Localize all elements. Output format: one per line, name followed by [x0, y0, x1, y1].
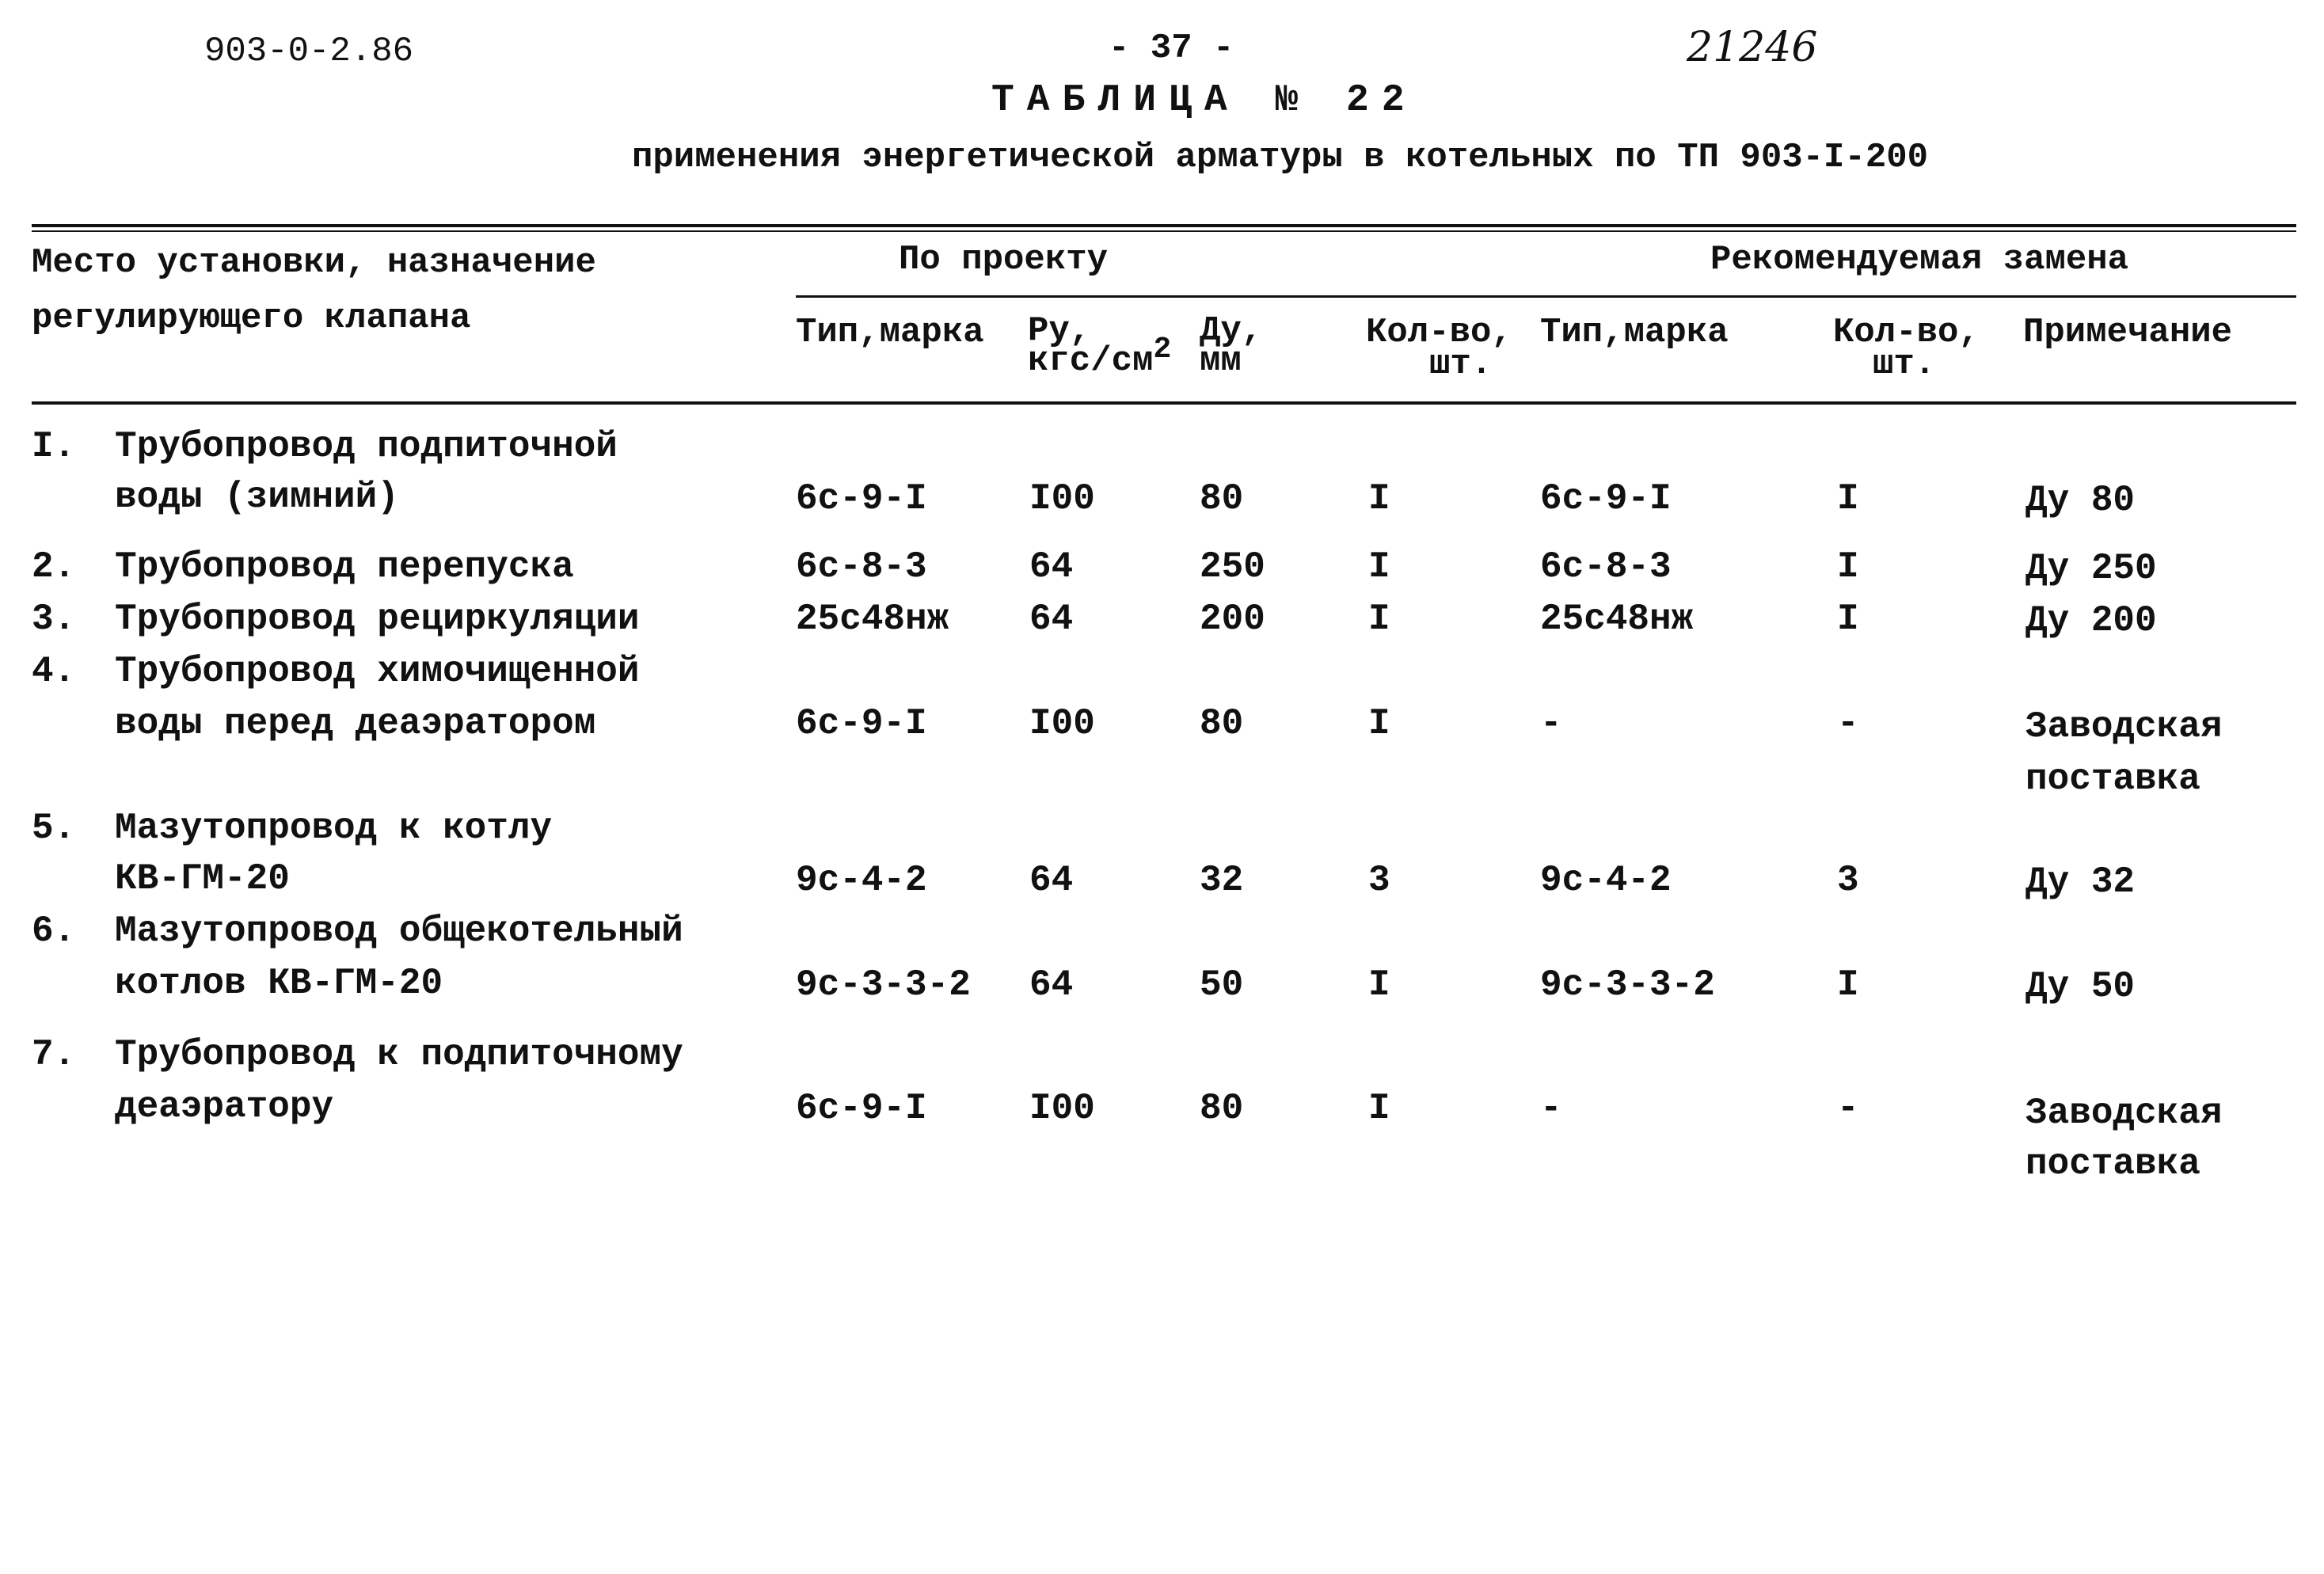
row-qty: I — [1368, 599, 1390, 640]
row-number: 3. — [32, 599, 76, 640]
row-replacement-qty: - — [1837, 703, 1859, 744]
row-note-line2: поставка — [2025, 758, 2200, 800]
header-type-mark: Тип,марка — [796, 313, 984, 352]
row-type: 25с48нж — [796, 599, 949, 640]
row-dy: 80 — [1200, 1088, 1244, 1129]
row-replacement-type: - — [1540, 703, 1562, 744]
row-number: 5. — [32, 808, 76, 849]
row-type: 6с-9-I — [796, 703, 927, 744]
row-py: I00 — [1029, 1088, 1095, 1129]
row-note-line2: поставка — [2025, 1143, 2200, 1184]
row-qty: I — [1368, 703, 1390, 744]
row-replacement-type: 25с48нж — [1540, 599, 1694, 640]
row-dy: 32 — [1200, 860, 1244, 901]
row-py: 64 — [1029, 964, 1074, 1006]
row-number: 7. — [32, 1034, 76, 1075]
row-place-line2: воды (зимний) — [115, 477, 399, 518]
table-subtitle: применения энергетической арматуры в котельных по ТП 903-I-200 — [632, 138, 1929, 177]
header-bottom-rule — [32, 401, 2296, 405]
row-note-line1: Заводская — [2025, 1093, 2223, 1134]
table-top-rule-thin — [32, 230, 2296, 232]
row-type: 6с-9-I — [796, 1088, 927, 1129]
row-replacement-qty: I — [1837, 478, 1859, 519]
row-type: 9с-4-2 — [796, 860, 927, 901]
row-qty: I — [1368, 964, 1390, 1006]
row-place-line1: Трубопровод подпиточной — [115, 426, 618, 467]
row-py: I00 — [1029, 703, 1095, 744]
row-place-line1: Трубопровод перепуска — [115, 546, 574, 587]
row-replacement-type: 9с-3-3-2 — [1540, 964, 1715, 1006]
row-place-line2: котлов КВ-ГМ-20 — [115, 963, 443, 1004]
header-place-line2: регулирующего клапана — [32, 298, 471, 338]
row-py: 64 — [1029, 546, 1074, 587]
row-dy: 80 — [1200, 703, 1244, 744]
row-replacement-type: 6с-9-I — [1540, 478, 1672, 519]
row-place-line2: КВ-ГМ-20 — [115, 858, 290, 899]
row-note-line1: Ду 50 — [2025, 966, 2136, 1007]
row-replacement-qty: I — [1837, 546, 1859, 587]
header-dy-line2: мм — [1200, 341, 1242, 381]
row-qty: I — [1368, 546, 1390, 587]
row-place-line1: Мазутопровод к котлу — [115, 808, 553, 849]
handwritten-number: 21246 — [1687, 24, 1818, 71]
header-qty-line1: Кол-во, — [1366, 313, 1512, 352]
group-header-rule — [796, 295, 2296, 298]
row-replacement-qty: - — [1837, 1088, 1859, 1129]
row-number: 2. — [32, 546, 76, 587]
row-number: 4. — [32, 651, 76, 692]
row-dy: 250 — [1200, 546, 1265, 587]
row-qty: I — [1368, 478, 1390, 519]
row-replacement-type: 9с-4-2 — [1540, 860, 1672, 901]
row-py: 64 — [1029, 599, 1074, 640]
row-note-line1: Ду 80 — [2025, 480, 2136, 521]
row-dy: 50 — [1200, 964, 1244, 1006]
header-py-line2: кгс/см2 — [1028, 333, 1172, 381]
row-note-line1: Заводская — [2025, 706, 2223, 747]
row-place-line1: Мазутопровод общекотельный — [115, 911, 683, 952]
row-note-line1: Ду 250 — [2025, 548, 2157, 589]
row-place-line1: Трубопровод к подпиточному — [115, 1034, 683, 1075]
row-number: I. — [32, 426, 76, 467]
row-number: 6. — [32, 911, 76, 952]
row-type: 6с-8-3 — [796, 546, 927, 587]
header-qty-replacement-line2: шт. — [1873, 344, 1936, 384]
row-py: I00 — [1029, 478, 1095, 519]
header-note: Примечание — [2023, 313, 2233, 352]
header-py-line1: Ру, — [1028, 311, 1091, 351]
row-replacement-qty: I — [1837, 964, 1859, 1006]
table-title: ТАБЛИЦА № 22 — [991, 79, 1417, 122]
row-dy: 80 — [1200, 478, 1244, 519]
table-top-rule — [32, 224, 2296, 227]
row-qty: 3 — [1368, 860, 1390, 901]
row-place-line2: деаэратору — [115, 1086, 334, 1127]
row-note-line1: Ду 32 — [2025, 861, 2136, 903]
row-replacement-type: - — [1540, 1088, 1562, 1129]
row-replacement-type: 6с-8-3 — [1540, 546, 1672, 587]
header-type-mark-replacement: Тип,марка — [1540, 313, 1729, 352]
header-group-replacement: Рекомендуемая замена — [1710, 240, 2129, 279]
row-replacement-qty: I — [1837, 599, 1859, 640]
header-qty-replacement-line1: Кол-во, — [1833, 313, 1980, 352]
header-py-sup: 2 — [1153, 333, 1172, 367]
row-type: 9с-3-3-2 — [796, 964, 971, 1006]
page-number: - 37 - — [1109, 29, 1234, 68]
header-group-project: По проекту — [899, 240, 1109, 279]
header-place-line1: Место установки, назначение — [32, 243, 596, 283]
row-note-line1: Ду 200 — [2025, 600, 2157, 641]
row-replacement-qty: 3 — [1837, 860, 1859, 901]
row-dy: 200 — [1200, 599, 1265, 640]
row-place-line2: воды перед деаэратором — [115, 703, 596, 744]
row-qty: I — [1368, 1088, 1390, 1129]
row-type: 6с-9-I — [796, 478, 927, 519]
row-py: 64 — [1029, 860, 1074, 901]
row-place-line1: Трубопровод химочищенной — [115, 651, 640, 692]
header-dy-line1: Ду, — [1200, 311, 1263, 351]
document-code: 903-0-2.86 — [204, 32, 414, 71]
row-place-line1: Трубопровод рециркуляции — [115, 599, 640, 640]
header-qty-line2: шт. — [1429, 344, 1493, 384]
